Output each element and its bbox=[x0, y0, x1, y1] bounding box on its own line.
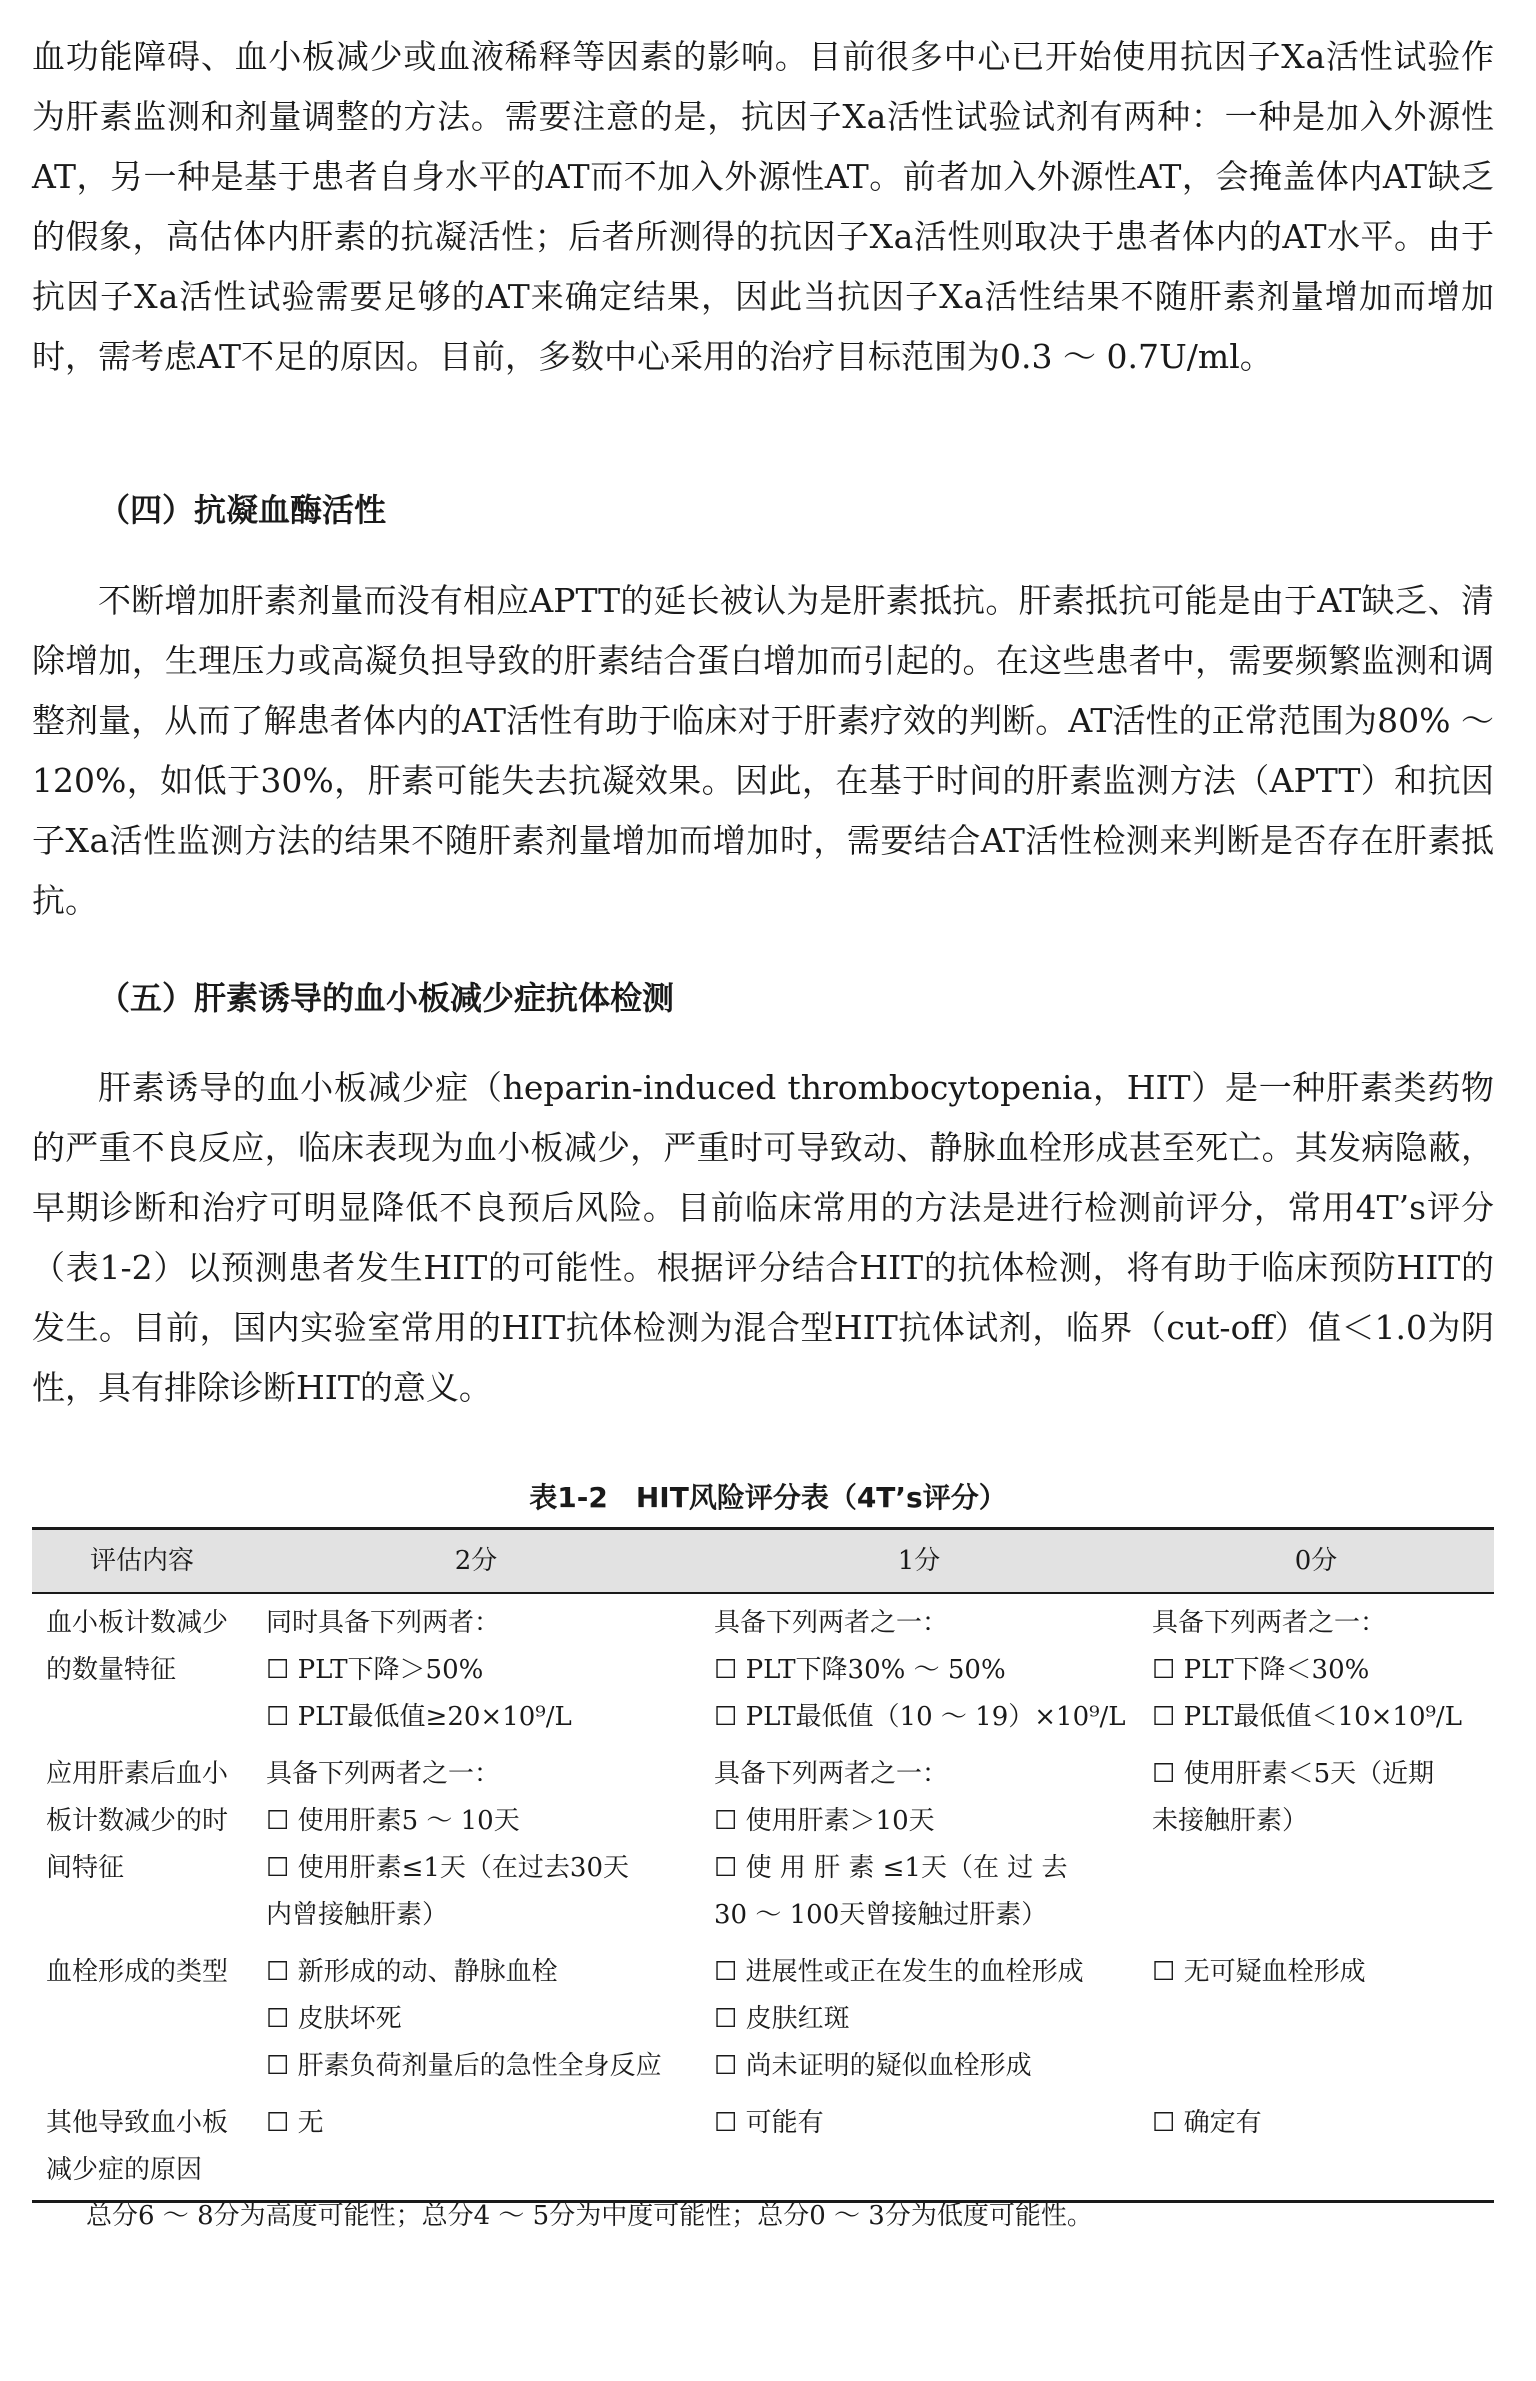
table-row bbox=[32, 1943, 1494, 2094]
column-header: 评估内容 bbox=[32, 1529, 252, 1594]
criterion-text: ☐ PLT最低值（10 ～ 19）×10⁹/L bbox=[714, 1702, 1126, 1732]
criterion-text: 未接触肝素） bbox=[1152, 1806, 1309, 1836]
score-cell-s0 bbox=[1138, 2094, 1494, 2202]
body-paragraph: 血功能障碍、血小板减少或血液稀释等因素的影响。目前很多中心已开始使用抗因子Ⅹa活性试验作为肝素监测和剂量调整的方法。需要注意的是，抗因子Ⅹa活性试验试剂有两种：一种是加入外源性AT，另一种是基于患者自身水平的AT而不加入外源性AT。前者加入外源性AT，会掩盖体内AT缺乏的假象，高估体内肝素的抗凝活性；后者所测得的抗因子Ⅹa活性则取决于患者体内的AT水平。由于抗因子Ⅹa活性试验需要足够的AT来确定结果，因此当抗因子Ⅹa活性结果不随肝素剂量增加而增加时，需考虑AT不足的原因。目前，多数中心采用的治疗目标范围为0.3 ～ 0.7U/ml。 bbox=[32, 37, 1494, 376]
criterion-text: ☐ 进展性或正在发生的血栓形成 bbox=[714, 1957, 1084, 1987]
criterion-text: ☐ PLT最低值＜10×10⁹/L bbox=[1152, 1702, 1462, 1732]
table-caption: 表1-2 HIT风险评分表（4T’s评分） bbox=[529, 1481, 1007, 1514]
criterion-text: ☐ 新形成的动、静脉血栓 bbox=[266, 1957, 558, 1987]
table-row bbox=[32, 1593, 1494, 1745]
criterion-text: ☐ 肝素负荷剂量后的急性全身反应 bbox=[266, 2051, 662, 2081]
score-cell-s2 bbox=[252, 1593, 700, 1745]
score-cell-s0 bbox=[1138, 1943, 1494, 2094]
assessment-item-text: 应用肝素后血小 bbox=[46, 1759, 229, 1789]
table-row bbox=[32, 1745, 1494, 1943]
score-cell-s1 bbox=[700, 2094, 1138, 2202]
criterion-text: ☐ 可能有 bbox=[714, 2108, 824, 2138]
score-cell-s2 bbox=[252, 1943, 700, 2094]
section-heading: （五）肝素诱导的血小板减少症抗体检测 bbox=[98, 979, 675, 1017]
criterion-text: ☐ 使用肝素＞10天 bbox=[714, 1806, 935, 1836]
criterion-text: 具备下列两者之一： bbox=[1152, 1608, 1387, 1638]
table-header-row bbox=[32, 1529, 1494, 1594]
score-cell-s2 bbox=[252, 1745, 700, 1943]
assessment-item-text: 减少症的原因 bbox=[46, 2155, 203, 2185]
criterion-text: ☐ 使用肝素≤1天（在过去30天 bbox=[266, 1853, 629, 1883]
assessment-item-cell bbox=[32, 2094, 252, 2202]
score-cell-s1 bbox=[700, 1943, 1138, 2094]
assessment-item-text: 其他导致血小板 bbox=[46, 2108, 229, 2138]
column-header: 0分 bbox=[1138, 1529, 1494, 1594]
score-cell-s0 bbox=[1138, 1593, 1494, 1745]
table-row bbox=[32, 2094, 1494, 2202]
criterion-text: ☐ PLT最低值≥20×10⁹/L bbox=[266, 1702, 572, 1732]
criterion-text: ☐ 皮肤坏死 bbox=[266, 2004, 402, 2034]
criterion-text: 同时具备下列两者： bbox=[266, 1608, 501, 1638]
criterion-text: ☐ PLT下降30% ～ 50% bbox=[714, 1655, 1006, 1685]
criterion-text: 具备下列两者之一： bbox=[714, 1608, 949, 1638]
assessment-item-cell bbox=[32, 1593, 252, 1745]
criterion-text: ☐ PLT下降＞50% bbox=[266, 1655, 484, 1685]
assessment-item-text: 的数量特征 bbox=[46, 1655, 177, 1685]
section-heading: （四）抗凝血酶活性 bbox=[98, 491, 387, 529]
hit-score-table bbox=[32, 1527, 1494, 2203]
assessment-item-cell bbox=[32, 1745, 252, 1943]
criterion-text: ☐ 使用肝素5 ～ 10天 bbox=[266, 1806, 520, 1836]
criterion-text: ☐ 无可疑血栓形成 bbox=[1152, 1957, 1366, 1987]
assessment-item-cell bbox=[32, 1943, 252, 2094]
assessment-item-text: 板计数减少的时 bbox=[46, 1806, 229, 1836]
column-header: 1分 bbox=[700, 1529, 1138, 1594]
criterion-text: ☐ 使用肝素＜5天（近期 bbox=[1152, 1759, 1435, 1789]
criterion-text: 具备下列两者之一： bbox=[266, 1759, 501, 1789]
criterion-text: ☐ 无 bbox=[266, 2108, 324, 2138]
criterion-text: ☐ 皮肤红斑 bbox=[714, 2004, 850, 2034]
body-paragraph: 不断增加肝素剂量而没有相应APTT的延长被认为是肝素抵抗。肝素抵抗可能是由于AT缺乏、清除增加，生理压力或高凝负担导致的肝素结合蛋白增加而引起的。在这些患者中，需要频繁监测和调整剂量，从而了解患者体内的AT活性有助于临床对于肝素疗效的判断。AT活性的正常范围为80% ～ 120%，如低于30%，肝素可能失去抗凝效果。因此，在基于时间的肝素监测方法（APTT）和抗因子Ⅹa活性监测方法的结果不随肝素剂量增加而增加时，需要结合AT活性检测来判断是否存在肝素抵抗。 bbox=[32, 581, 1494, 920]
table-body bbox=[32, 1593, 1494, 2202]
criterion-text: ☐ 尚未证明的疑似血栓形成 bbox=[714, 2051, 1032, 2081]
assessment-item-text: 血栓形成的类型 bbox=[46, 1957, 229, 1987]
column-header: 2分 bbox=[252, 1529, 700, 1594]
score-cell-s0 bbox=[1138, 1745, 1494, 1943]
score-cell-s1 bbox=[700, 1745, 1138, 1943]
criterion-text: ☐ PLT下降＜30% bbox=[1152, 1655, 1370, 1685]
criterion-text: 具备下列两者之一： bbox=[714, 1759, 949, 1789]
score-cell-s2 bbox=[252, 2094, 700, 2202]
criterion-text: ☐ 确定有 bbox=[1152, 2108, 1262, 2138]
body-paragraph: 肝素诱导的血小板减少症（heparin-induced thrombocytopenia，HIT）是一种肝素类药物的严重不良反应，临床表现为血小板减少，严重时可导致动、静脉血栓形成甚至死亡。其发病隐蔽，早期诊断和治疗可明显降低不良预后风险。目前临床常用的方法是进行检测前评分，常用4T’s评分（表1-2）以预测患者发生HIT的可能性。根据评分结合HIT的抗体检测，将有助于临床预防HIT的发生。目前，国内实验室常用的HIT抗体检测为混合型HIT抗体试剂，临界（cut-off）值＜1.0为阴性，具有排除诊断HIT的意义。 bbox=[32, 1068, 1494, 1407]
score-cell-s1 bbox=[700, 1593, 1138, 1745]
criterion-text: 内曾接触肝素） bbox=[266, 1900, 449, 1930]
criterion-text: ☐ 使 用 肝 素 ≤1天（在 过 去 bbox=[714, 1853, 1068, 1883]
assessment-item-text: 血小板计数减少 bbox=[46, 1608, 229, 1638]
criterion-text: 30 ～ 100天曾接触过肝素） bbox=[714, 1900, 1048, 1930]
table-footnote: 总分6 ～ 8分为高度可能性；总分4 ～ 5分为中度可能性；总分0 ～ 3分为低度可能性。 bbox=[86, 2201, 1093, 2231]
assessment-item-text: 间特征 bbox=[46, 1853, 125, 1883]
